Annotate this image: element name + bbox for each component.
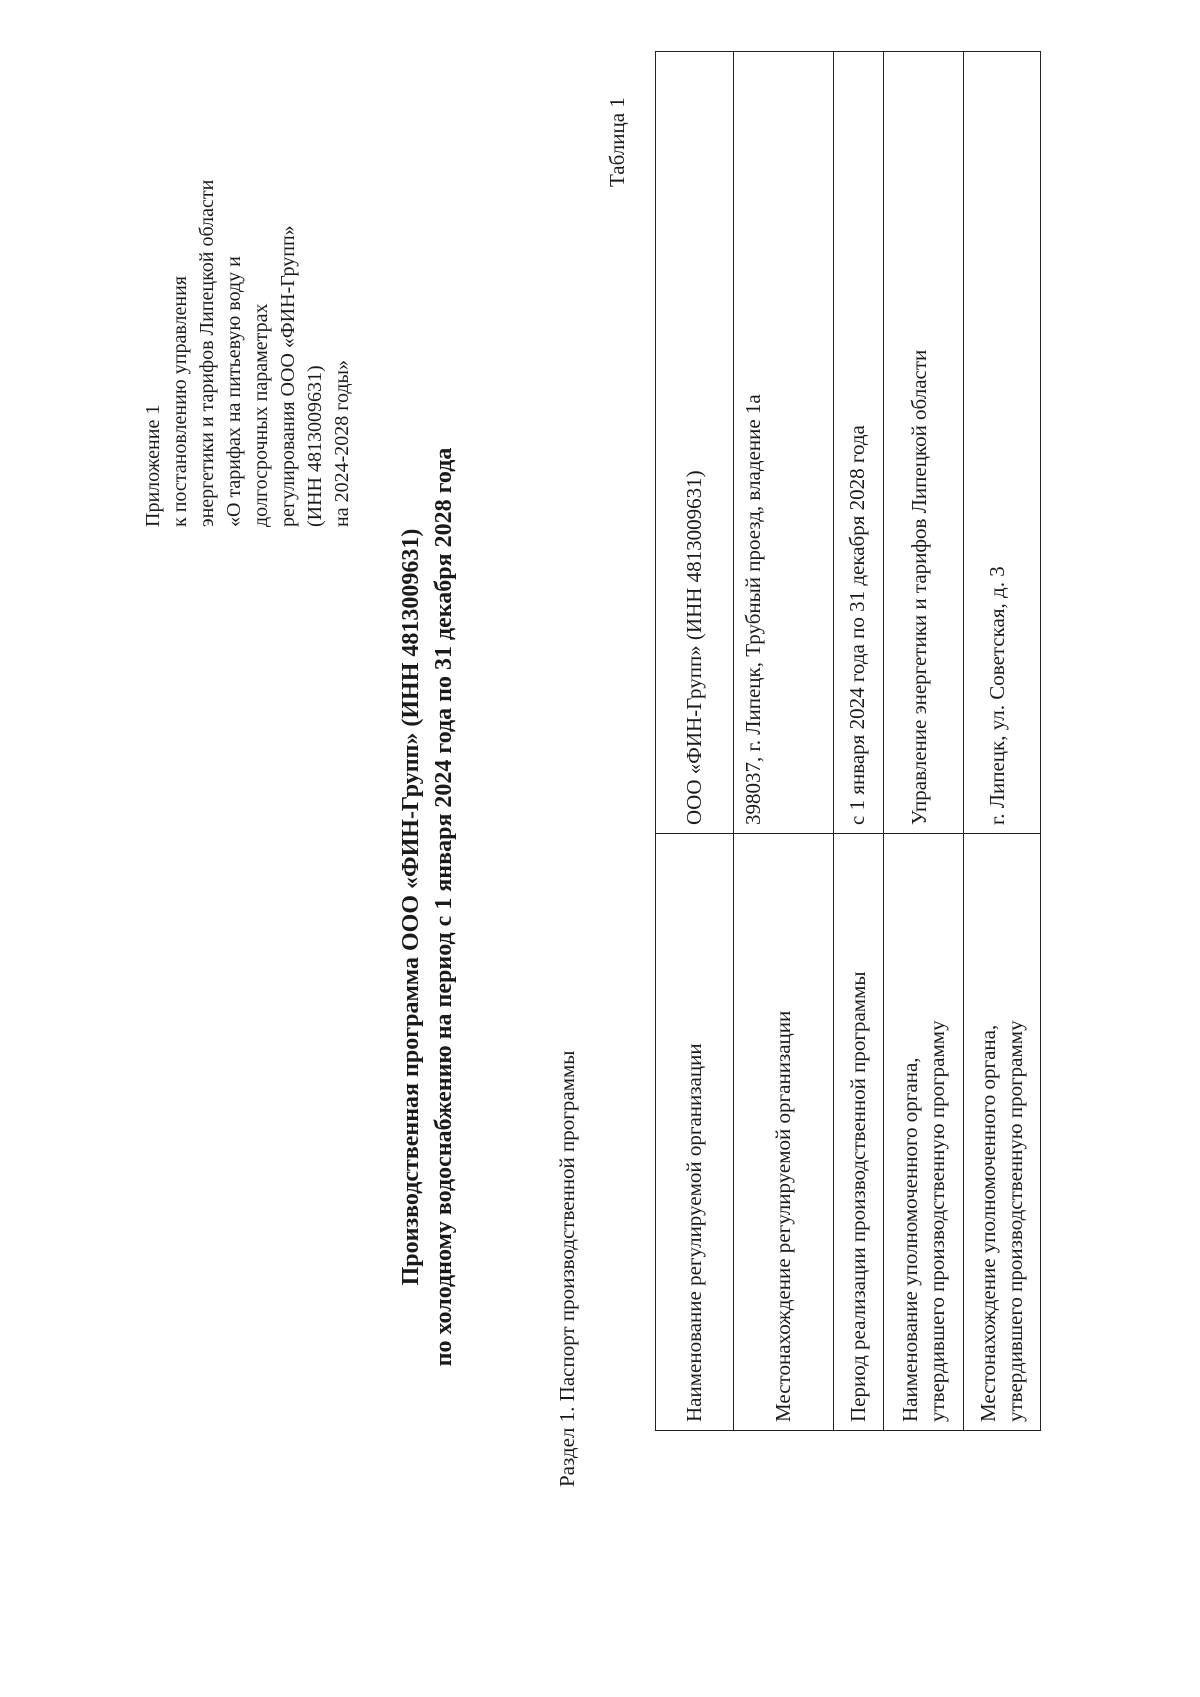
row-label-line-1: Местонахождение уполномоченного органа,: [976, 1024, 1000, 1422]
appendix-line: долгосрочных параметрах: [250, 303, 272, 527]
appendix-header: [140, 107, 356, 527]
appendix-line: к постановлению управления: [169, 276, 191, 527]
table-label: Таблица 1: [605, 97, 629, 187]
row-label-cell: [834, 834, 884, 1431]
table-row: [964, 52, 1041, 1431]
row-label: Наименование регулируемой организации: [682, 1043, 706, 1422]
table-row: [734, 52, 834, 1431]
section-title: Раздел 1. Паспорт производственной программы: [555, 1050, 579, 1487]
table-row: [656, 52, 734, 1431]
appendix-line: регулирования ООО «ФИН-Групп»: [277, 225, 299, 527]
row-label-cell: [884, 834, 964, 1431]
row-label-line-1: Наименование уполномоченного органа,: [897, 1057, 922, 1422]
row-value-cell: г. Липецк, ул. Советская, д. 3: [964, 52, 1041, 834]
appendix-line: (ИНН 4813009631): [304, 365, 326, 527]
row-label-cell: [656, 834, 734, 1431]
table-row: [834, 52, 884, 1431]
appendix-line: энергетики и тарифов Липецкой области: [196, 179, 218, 527]
row-value-cell: ООО «ФИН-Групп» (ИНН 4813009631): [656, 52, 734, 834]
row-label: Период реализации производственной программы: [846, 971, 870, 1422]
appendix-line: Приложение 1: [142, 404, 164, 527]
row-label-cell: [964, 834, 1041, 1431]
passport-table: [655, 51, 1041, 1431]
row-label-line-2: утвердившего производственную программу: [924, 1020, 949, 1422]
document-title-line-1: Производственная программа ООО «ФИН-Групп» (ИНН 4813009631): [398, 528, 424, 1286]
row-label-line-2: утвердившего производственную программу: [1003, 1020, 1027, 1422]
appendix-line: «О тарифах на питьевую воду и: [223, 256, 245, 527]
row-value-cell: с 1 января 2024 года по 31 декабря 2028 года: [834, 52, 884, 834]
appendix-line: на 2024-2028 годы»: [331, 360, 353, 527]
row-value-cell: 398037, г. Липецк, Трубный проезд, владение 1а: [734, 52, 834, 834]
document-title: [395, 277, 461, 1537]
document-title-line-2: по холодному водоснабжению на период с 1 января 2024 года по 31 декабря 2028 года: [431, 447, 457, 1367]
row-label-cell: [734, 834, 834, 1431]
row-value-cell: Управление энергетики и тарифов Липецкой области: [884, 52, 964, 834]
row-label: Местонахождение регулируемой организации: [771, 1010, 795, 1422]
table-row: [884, 52, 964, 1431]
